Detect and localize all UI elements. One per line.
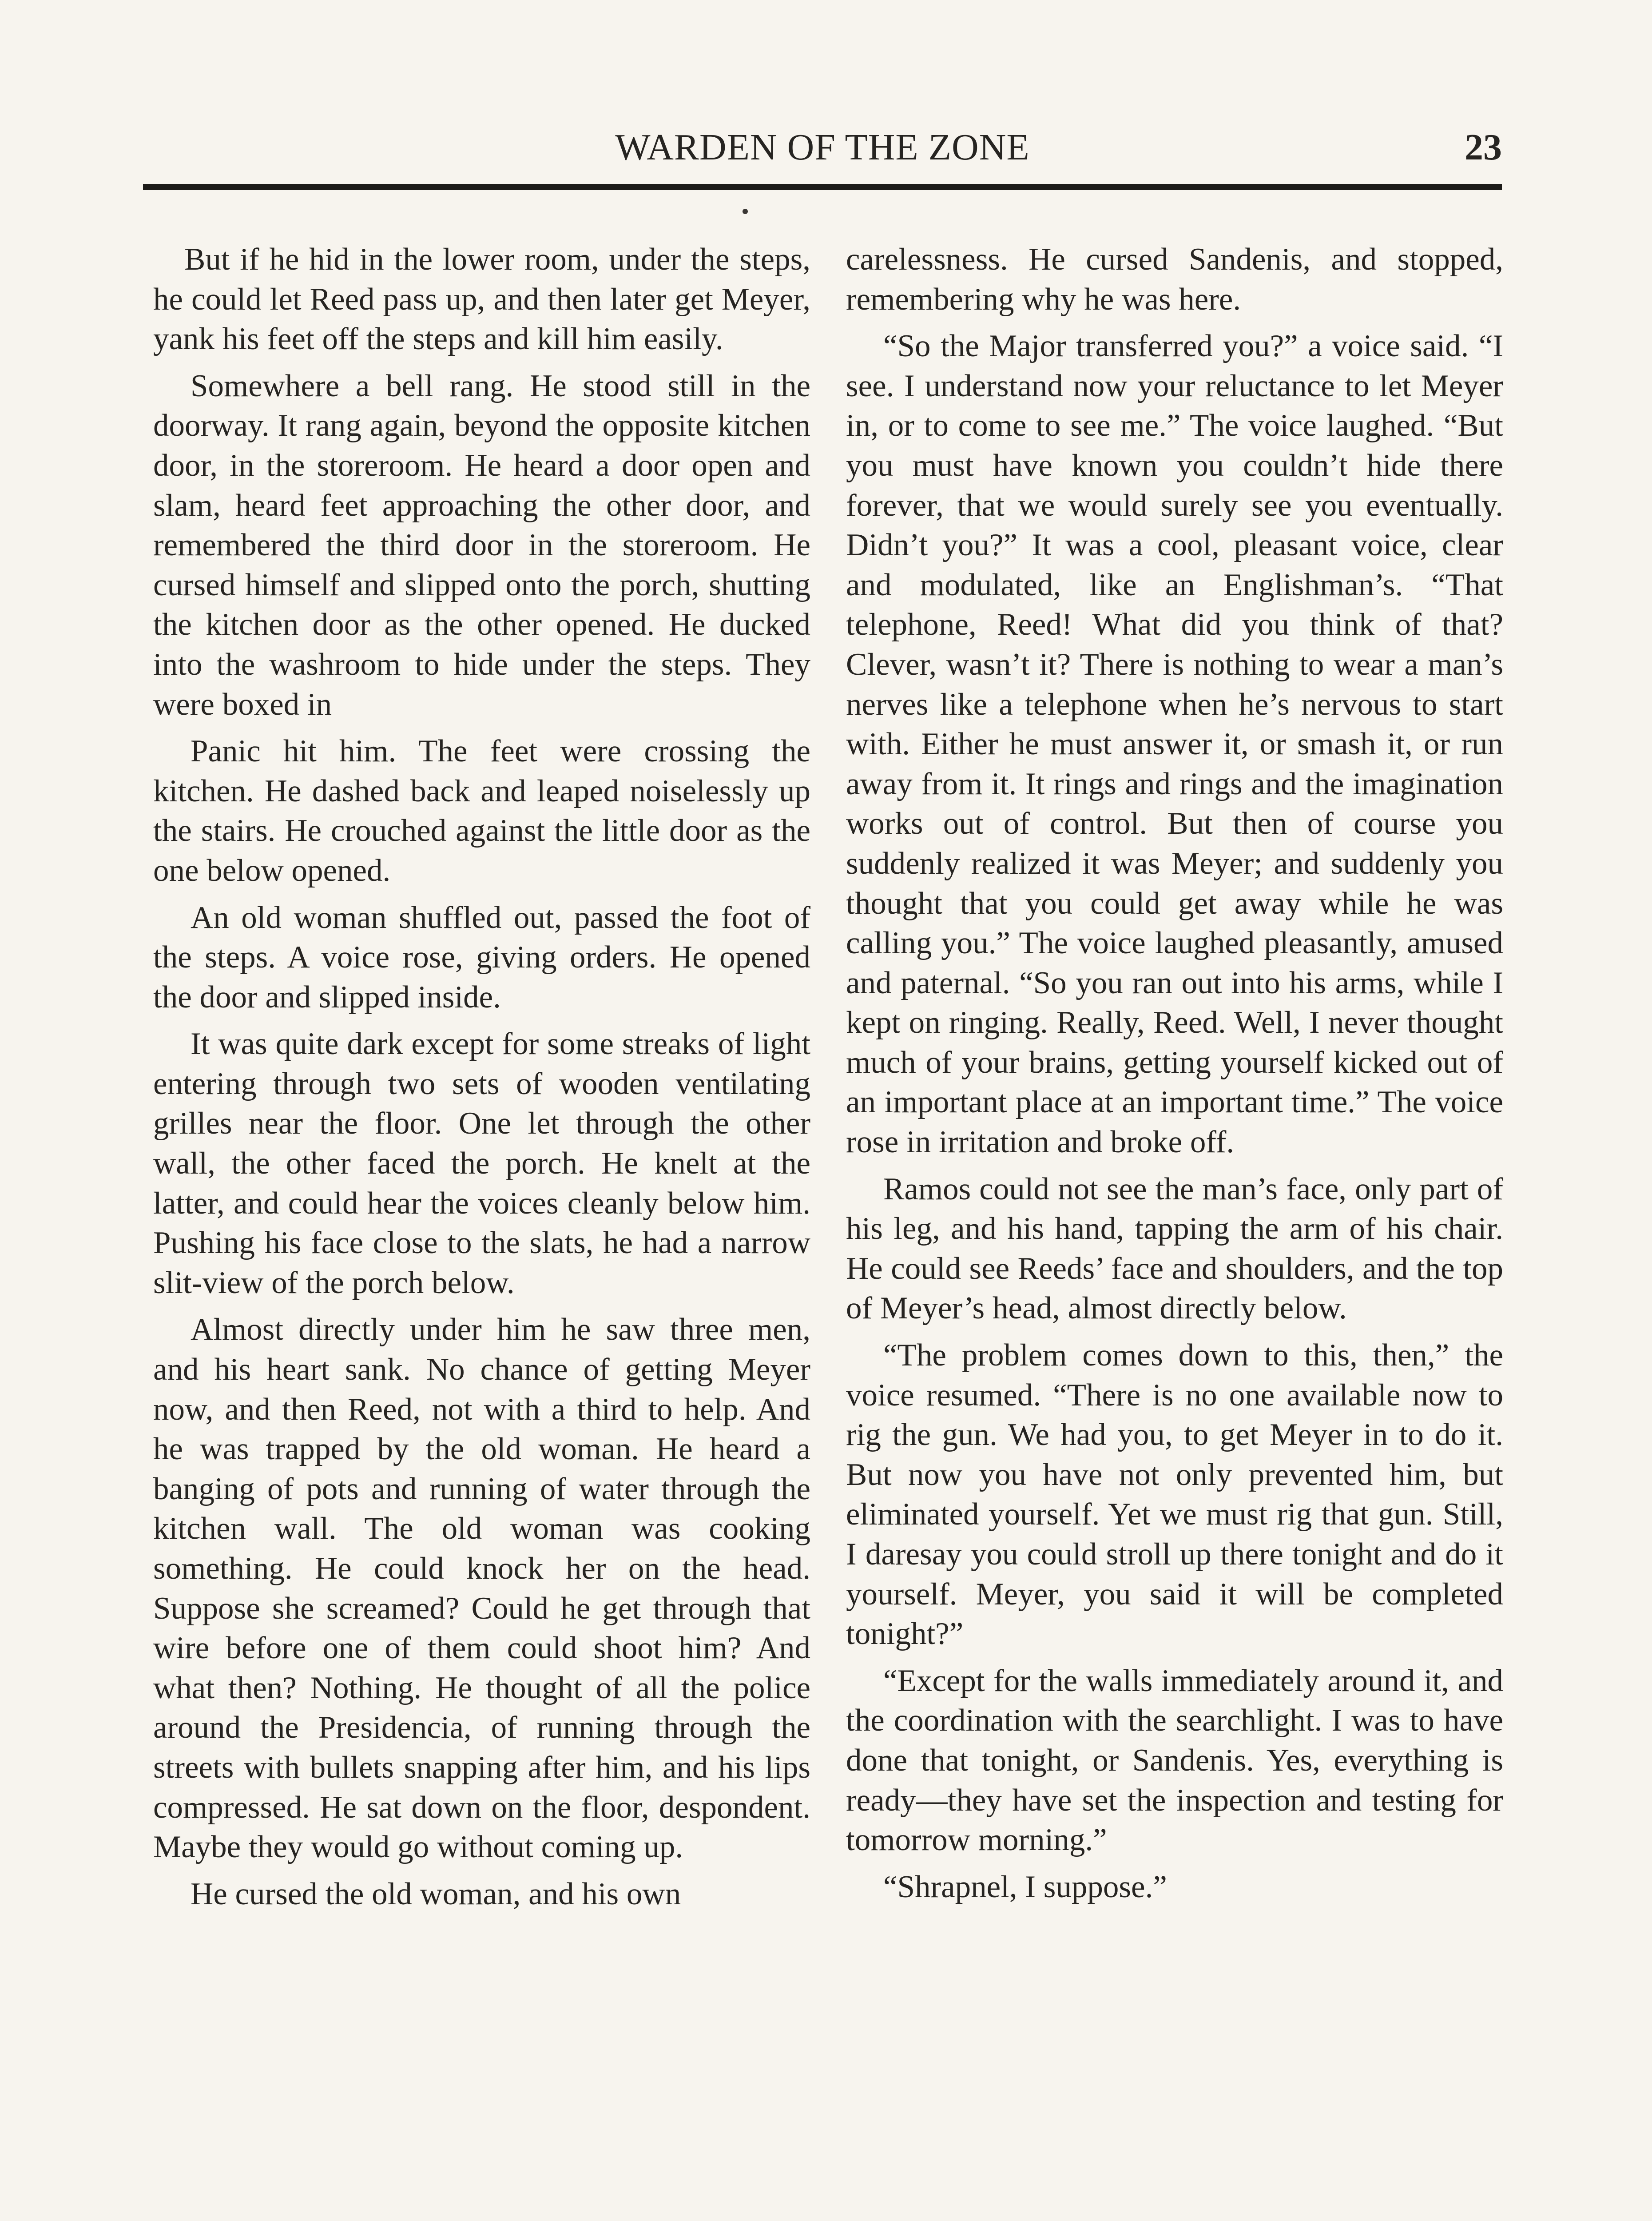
- ink-speck: [743, 209, 748, 214]
- right-column: [846, 240, 1503, 1914]
- running-title: WARDEN OF THE ZONE: [615, 127, 1030, 168]
- page-number: 23: [1465, 127, 1502, 168]
- left-column: [153, 240, 810, 1921]
- paragraph: He cursed the old woman, and his own: [191, 1876, 681, 1911]
- paragraph: “The problem comes down to this, then,” the voice resumed. “There is no one available now to rig the gun. We had you, to get Meyer in to do it. But now you have not only prevented him, but eliminated yourself. Yet we must rig that gun. Still, I daresay you could stroll up there tonight and do it yourself. Meyer, you said it will be completed tonight?”: [846, 1338, 1503, 1652]
- paragraph: An old woman shuffled out, passed the foot of the steps. A voice rose, giving orders. He opened the door and slipped inside.: [153, 900, 810, 1015]
- page-header: [143, 125, 1502, 170]
- paragraph: “So the Major transferred you?” a voice said. “I see. I understand now your reluctance to let Meyer in, or to come to see me.” The voice laughed. “But you must have known you couldn’t hide there forever, that we would surely see you eventually. Didn’t you?” It was a cool, pleasant voice, clear and modulated, like an Englishman’s. “That telephone, Reed! What did you think of that? Clever, wasn’t it? There is nothing to wear a man’s nerves like a telephone when he’s nervous to start with. Either he must answer it, or smash it, or run away from it. It rings and rings and the imagination works out of control. But then of course you suddenly realized it was Meyer; and suddenly you thought that you could get away while he was calling you.” The voice laughed pleasantly, amused and paternal. “So you ran out into his arms, while I kept on ringing. Really, Reed. Well, I never thought much of your brains, getting yourself kicked out of an important place at an important time.” The voice rose in irritation and broke off.: [846, 329, 1503, 1160]
- paragraph: Almost directly under him he saw three men, and his heart sank. No chance of getting Meyer now, and then Reed, not with a third to help. And he was trapped by the old woman. He heard a banging of pots and running of water through the kitchen wall. The old woman was cooking something. He could knock her on the head. Suppose she screamed? Could he get through that wire before one of them could shoot him? And what then? Nothing. He thought of all the police around the Presidencia, of running through the streets with bullets snapping after him, and his lips compressed. He sat down on the floor, despondent. Maybe they would go without coming up.: [153, 1312, 810, 1865]
- paragraph: carelessness. He cursed Sandenis, and stopped, remembering why he was here.: [846, 242, 1503, 317]
- paragraph: “Shrapnel, I suppose.”: [883, 1869, 1167, 1904]
- paragraph: Somewhere a bell rang. He stood still in the doorway. It rang again, beyond the opposite kitchen door, in the storeroom. He heard a door open and slam, heard feet approaching the other door, and remembered the third door in the storeroom. He cursed himself and slipped onto the porch, shutting the kitchen door as the other opened. He ducked into the washroom to hide under the steps. They were boxed in: [153, 368, 810, 722]
- header-rule: [143, 184, 1502, 190]
- paragraph: Ramos could not see the man’s face, only part of his leg, and his hand, tapping the arm of his chair. He could see Reeds’ face and shoulders, and the top of Meyer’s head, almost directly below.: [846, 1171, 1503, 1326]
- paragraph: “Except for the walls immediately around it, and the coordination with the searchlight. I was to have done that tonight, or Sandenis. Yes, everything is ready—they have set the inspection and testing for tomorrow morning.”: [846, 1663, 1503, 1858]
- paragraph: But if he hid in the lower room, under the steps, he could let Reed pass up, and then later get Meyer, yank his feet off the steps and kill him easily.: [153, 242, 810, 357]
- paragraph: Panic hit him. The feet were crossing the kitchen. He dashed back and leaped noiselessly up the stairs. He crouched against the little door as the one below opened.: [153, 734, 810, 888]
- paragraph: It was quite dark except for some streaks of light entering through two sets of wooden ventilating grilles near the floor. One let through the other wall, the other faced the porch. He knelt at the latter, and could hear the voices cleanly below him. Pushing his face close to the slats, he had a narrow slit-view of the porch below.: [153, 1027, 810, 1300]
